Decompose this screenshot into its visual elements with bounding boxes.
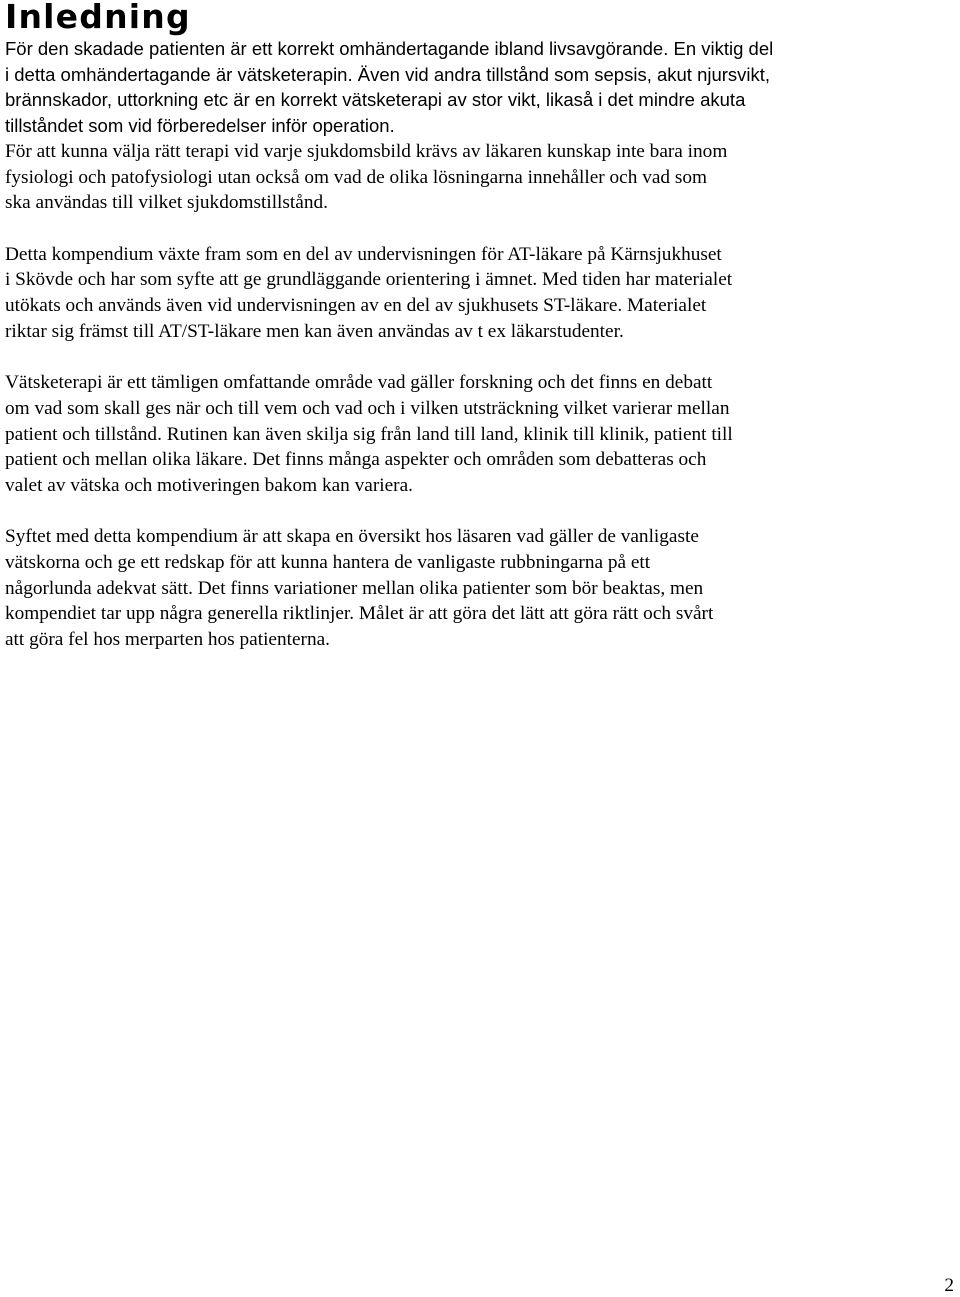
text-line: vätskorna och ge ett redskap för att kunna hantera de vanligaste rubbningarna på ett [5,552,651,574]
document-body [5,36,955,653]
text-line: någorlunda adekvat sätt. Det finns variationer mellan olika patienter som bör beaktas, men [5,577,704,599]
page-number: 2 [944,1275,954,1296]
paragraph-spacer [5,216,955,242]
text-line: Syftet med detta kompendium är att skapa en översikt hos läsaren vad gäller de vanligaste [5,526,699,548]
paragraph-vatsketerapi [5,370,955,499]
text-line: För den skadade patienten är ett korrekt omhändertagande ibland livsavgörande. En viktig del [5,38,774,59]
text-line: Detta kompendium växte fram som en del av undervisningen för AT-läkare på Kärnsjukhuset [5,243,722,265]
text-line: patient och tillstånd. Rutinen kan även skilja sig från land till land, klinik till klinik, patient till [5,423,733,445]
paragraph-terapi [5,139,955,216]
text-line: fysiologi och patofysiologi utan också om vad de olika lösningarna innehåller och vad som [5,166,708,188]
text-line: utökats och används även vid undervisningen av en del av sjukhusets ST-läkare. Materialet [5,295,707,317]
page-title: Inledning [5,0,191,36]
paragraph-kompendium [5,242,955,345]
text-line: tillståndet som vid förberedelser inför operation. [5,115,395,137]
text-line: För att kunna välja rätt terapi vid varje sjukdomsbild krävs av läkaren kunskap inte bara inom [5,140,728,162]
text-line: i Skövde och har som syfte att ge grundläggande orientering i ämnet. Med tiden har materialet [5,269,733,291]
text-line: att göra fel hos merparten hos patienterna. [5,629,330,651]
text-line: patient och mellan olika läkare. Det finns många aspekter och områden som debatteras och [5,449,707,471]
paragraph-spacer [5,499,955,525]
text-line: ska användas till vilket sjukdomstillstånd. [5,192,328,214]
intro-paragraph [5,36,955,139]
text-line: Vätsketerapi är ett tämligen omfattande område vad gäller forskning och det finns en debatt [5,372,713,394]
paragraph-syfte [5,524,955,653]
text-line: brännskador, uttorkning etc är en korrekt vätsketerapi av stor vikt, likaså i det mindre akuta [5,89,746,111]
text-line: kompendiet tar upp några generella riktlinjer. Målet är att göra det lätt att göra rätt och svårt [5,603,714,625]
paragraph-spacer [5,344,955,370]
text-line: valet av vätska och motiveringen bakom kan variera. [5,474,413,496]
text-line: i detta omhändertagande är vätsketerapin. Även vid andra tillstånd som sepsis, akut njursvikt, [5,63,771,85]
text-line: riktar sig främst till AT/ST-läkare men kan även användas av t ex läkarstudenter. [5,320,624,342]
text-line: om vad som skall ges när och till vem och vad och i vilken utsträckning vilket varierar mellan [5,397,730,419]
